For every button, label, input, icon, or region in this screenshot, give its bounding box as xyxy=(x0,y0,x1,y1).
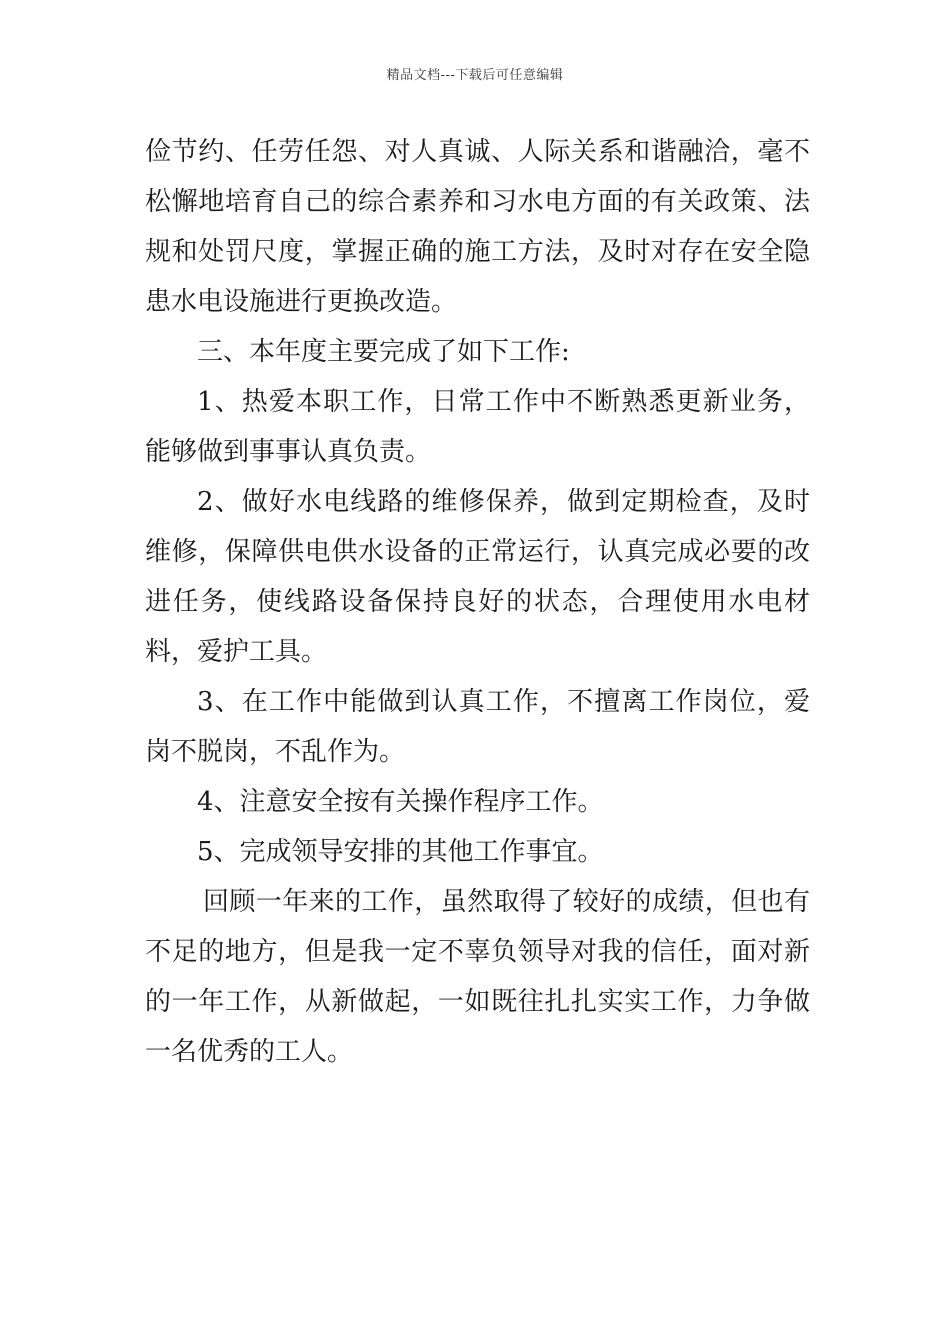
paragraph-continuation: 俭节约、任劳任怨、对人真诚、人际关系和谐融洽，毫不松懈地培育自己的综合素养和习水电方面的有关政策、法规和处罚尺度，掌握正确的施工方法，及时对存在安全隐患水电设施进行更换改造。 xyxy=(145,137,810,317)
list-item-2: 2、做好水电线路的维修保养，做到定期检查，及时维修，保障供电供水设备的正常运行，认真完成必要的改进任务，使线路设备保持良好的状态，合理使用水电材料，爱护工具。 xyxy=(145,487,810,667)
section-heading: 三、本年度主要完成了如下工作: xyxy=(197,337,570,367)
list-item-5: 5、完成领导安排的其他工作事宜。 xyxy=(197,837,604,867)
paragraph-summary: 回顾一年来的工作，虽然取得了较好的成绩，但也有不足的地方，但是我一定不辜负领导对我的信任，面对新的一年工作，从新做起，一如既往扎扎实实工作，力争做一名优秀的工人。 xyxy=(145,887,810,1067)
document-body xyxy=(145,127,810,1077)
page-header: 精品文档---下载后可任意编辑 xyxy=(386,68,564,83)
list-item-3: 3、在工作中能做到认真工作，不擅离工作岗位，爱岗不脱岗，不乱作为。 xyxy=(145,687,810,767)
list-item-1: 1、热爱本职工作，日常工作中不断熟悉更新业务，能够做到事事认真负责。 xyxy=(145,387,810,467)
list-item-4: 4、注意安全按有关操作程序工作。 xyxy=(197,787,604,817)
